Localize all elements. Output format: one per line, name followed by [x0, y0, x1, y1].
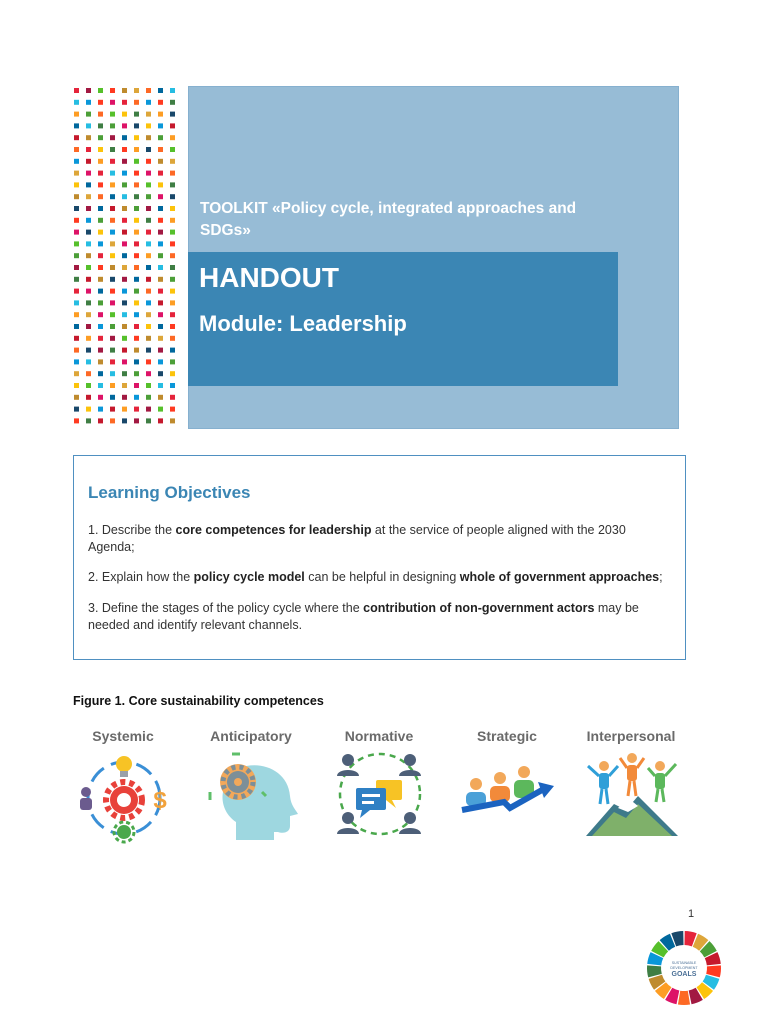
mosaic-square: [110, 253, 115, 258]
mosaic-square: [158, 289, 163, 294]
mosaic-square: [146, 147, 151, 152]
mosaic-square: [98, 289, 103, 294]
toolkit-title: TOOLKIT «Policy cycle, integrated approaches and SDGs»: [200, 200, 577, 239]
mosaic-square: [122, 395, 127, 400]
mosaic-square: [134, 112, 139, 117]
mosaic-square: [170, 418, 175, 423]
mosaic-square: [110, 230, 115, 235]
mosaic-square: [98, 371, 103, 376]
mosaic-square: [74, 171, 79, 176]
mosaic-square: [110, 371, 115, 376]
mosaic-square: [122, 171, 127, 176]
mosaic-square: [134, 371, 139, 376]
mosaic-square: [98, 383, 103, 388]
mosaic-square: [170, 359, 175, 364]
objective-text-segment: contribution of non-government actors: [363, 601, 595, 615]
objective-2: [88, 569, 668, 586]
mosaic-square: [158, 359, 163, 364]
mosaic-square: [74, 206, 79, 211]
mosaic-square: [98, 300, 103, 305]
mosaic-square: [134, 206, 139, 211]
mosaic-square: [110, 182, 115, 187]
mosaic-square: [98, 171, 103, 176]
mosaic-square: [122, 300, 127, 305]
mosaic-square: [134, 100, 139, 105]
mosaic-square: [86, 277, 91, 282]
mosaic-square: [134, 265, 139, 270]
mosaic-square: [74, 277, 79, 282]
figure-caption: Figure 1. Core sustainability competences: [73, 694, 324, 708]
mosaic-square: [158, 418, 163, 423]
mosaic-square: [170, 88, 175, 93]
mosaic-square: [110, 171, 115, 176]
mosaic-square: [86, 241, 91, 246]
mosaic-square: [98, 407, 103, 412]
mosaic-square: [86, 265, 91, 270]
mosaic-square: [134, 194, 139, 199]
objective-text-segment: whole of government approaches: [459, 570, 660, 584]
mosaic-square: [134, 324, 139, 329]
mosaic-square: [170, 383, 175, 388]
mosaic-square: [86, 312, 91, 317]
mosaic-square: [158, 348, 163, 353]
mosaic-square: [146, 241, 151, 246]
mosaic-square: [122, 418, 127, 423]
mosaic-square: [98, 182, 103, 187]
mosaic-square: [134, 241, 139, 246]
mosaic-square: [146, 300, 151, 305]
competence-label-anticipatory: Anticipatory: [210, 728, 292, 744]
mosaic-square: [110, 383, 115, 388]
mosaic-square: [158, 336, 163, 341]
mosaic-square: [170, 336, 175, 341]
mosaic-square: [158, 194, 163, 199]
mosaic-square: [86, 159, 91, 164]
mosaic-square: [86, 147, 91, 152]
mosaic-square: [158, 135, 163, 140]
mosaic-square: [86, 371, 91, 376]
mosaic-square: [110, 300, 115, 305]
mosaic-square: [146, 135, 151, 140]
objective-text-segment: may be needed and identify relevant channels.: [88, 601, 639, 632]
mosaic-square: [74, 407, 79, 412]
mosaic-square: [146, 123, 151, 128]
mosaic-square: [134, 407, 139, 412]
mosaic-square: [146, 218, 151, 223]
mosaic-square: [98, 395, 103, 400]
mosaic-square: [122, 253, 127, 258]
mosaic-square: [110, 359, 115, 364]
mosaic-square: [122, 100, 127, 105]
mosaic-square: [74, 300, 79, 305]
mosaic-square: [110, 348, 115, 353]
objective-text-segment: 1. Describe the: [88, 523, 176, 537]
mosaic-square: [158, 383, 163, 388]
mosaic-square: [86, 218, 91, 223]
mosaic-square: [86, 100, 91, 105]
mosaic-square: [158, 300, 163, 305]
mosaic-square: [98, 418, 103, 423]
mosaic-square: [110, 241, 115, 246]
mosaic-square: [170, 171, 175, 176]
mosaic-square: [98, 241, 103, 246]
mosaic-square: [86, 418, 91, 423]
mosaic-square: [98, 147, 103, 152]
mosaic-square: [98, 336, 103, 341]
mosaic-square: [170, 182, 175, 187]
mosaic-square: [110, 112, 115, 117]
competence-label-strategic: Strategic: [477, 728, 537, 744]
mosaic-square: [98, 206, 103, 211]
mosaic-square: [134, 230, 139, 235]
mosaic-square: [122, 371, 127, 376]
mosaic-square: [110, 324, 115, 329]
learning-objectives-heading: Learning Objectives: [88, 483, 251, 502]
mosaic-square: [74, 230, 79, 235]
mosaic-square: [170, 371, 175, 376]
mosaic-square: [170, 241, 175, 246]
systemic-icon: [76, 752, 172, 844]
mosaic-square: [86, 182, 91, 187]
mosaic-square: [98, 194, 103, 199]
mosaic-square: [146, 312, 151, 317]
mosaic-square: [158, 218, 163, 223]
mosaic-square: [110, 312, 115, 317]
mosaic-square: [122, 324, 127, 329]
mosaic-square: [134, 395, 139, 400]
objective-text-segment: at the service of people aligned with the 2030 Agenda;: [88, 523, 626, 554]
objective-3: [88, 600, 668, 634]
mosaic-square: [110, 407, 115, 412]
mosaic-square: [134, 277, 139, 282]
mosaic-square: [98, 265, 103, 270]
mosaic-square: [110, 277, 115, 282]
mosaic-square: [170, 289, 175, 294]
mosaic-square: [122, 289, 127, 294]
mosaic-square: [134, 312, 139, 317]
mosaic-square: [170, 218, 175, 223]
mosaic-square: [146, 277, 151, 282]
mosaic-square: [110, 123, 115, 128]
mosaic-square: [158, 123, 163, 128]
mosaic-square: [158, 100, 163, 105]
mosaic-square: [74, 289, 79, 294]
mosaic-square: [134, 171, 139, 176]
mosaic-square: [122, 159, 127, 164]
objective-text-segment: core competences for leadership: [175, 523, 372, 537]
sdg-color-mosaic: [74, 88, 180, 430]
mosaic-square: [122, 123, 127, 128]
mosaic-square: [170, 324, 175, 329]
mosaic-square: [98, 112, 103, 117]
mosaic-square: [74, 159, 79, 164]
mosaic-square: [86, 194, 91, 199]
mosaic-square: [122, 265, 127, 270]
mosaic-square: [122, 348, 127, 353]
mosaic-square: [170, 265, 175, 270]
mosaic-square: [86, 253, 91, 258]
mosaic-square: [170, 159, 175, 164]
mosaic-square: [122, 277, 127, 282]
mosaic-square: [158, 206, 163, 211]
mosaic-square: [86, 230, 91, 235]
mosaic-square: [122, 407, 127, 412]
mosaic-square: [86, 348, 91, 353]
mosaic-square: [170, 395, 175, 400]
mosaic-square: [170, 194, 175, 199]
mosaic-square: [146, 194, 151, 199]
mosaic-square: [74, 182, 79, 187]
mosaic-square: [146, 230, 151, 235]
mosaic-square: [170, 123, 175, 128]
competence-label-normative: Normative: [344, 728, 414, 744]
mosaic-square: [146, 395, 151, 400]
mosaic-square: [134, 336, 139, 341]
mosaic-square: [170, 300, 175, 305]
mosaic-square: [86, 135, 91, 140]
mosaic-square: [134, 418, 139, 423]
sdg-wheel-logo: [646, 930, 722, 1006]
mosaic-square: [110, 88, 115, 93]
interpersonal-icon: [584, 752, 680, 838]
module-title: Module: Leadership: [199, 311, 407, 336]
mosaic-square: [98, 324, 103, 329]
mosaic-square: [110, 336, 115, 341]
mosaic-square: [86, 171, 91, 176]
mosaic-square: [146, 182, 151, 187]
mosaic-square: [74, 112, 79, 117]
mosaic-square: [74, 336, 79, 341]
mosaic-square: [98, 348, 103, 353]
mosaic-square: [158, 312, 163, 317]
objective-text-segment: 3. Define the stages of the policy cycle where the: [88, 601, 364, 615]
mosaic-square: [110, 289, 115, 294]
mosaic-square: [134, 218, 139, 223]
mosaic-square: [122, 206, 127, 211]
mosaic-square: [74, 371, 79, 376]
mosaic-square: [158, 395, 163, 400]
mosaic-square: [98, 312, 103, 317]
mosaic-square: [158, 277, 163, 282]
mosaic-square: [74, 241, 79, 246]
mosaic-square: [98, 218, 103, 223]
mosaic-square: [146, 265, 151, 270]
mosaic-square: [170, 135, 175, 140]
mosaic-square: [122, 135, 127, 140]
mosaic-square: [146, 171, 151, 176]
mosaic-square: [134, 147, 139, 152]
mosaic-square: [110, 418, 115, 423]
mosaic-square: [98, 230, 103, 235]
mosaic-square: [170, 407, 175, 412]
mosaic-square: [170, 312, 175, 317]
mosaic-square: [110, 395, 115, 400]
objective-text-segment: 2. Explain how the: [88, 570, 194, 584]
mosaic-square: [158, 147, 163, 152]
mosaic-square: [170, 112, 175, 117]
mosaic-square: [158, 159, 163, 164]
mosaic-square: [122, 88, 127, 93]
mosaic-square: [122, 230, 127, 235]
mosaic-square: [122, 241, 127, 246]
mosaic-square: [122, 194, 127, 199]
mosaic-square: [158, 324, 163, 329]
mosaic-square: [146, 371, 151, 376]
mosaic-square: [158, 253, 163, 258]
mosaic-square: [74, 218, 79, 223]
mosaic-square: [74, 253, 79, 258]
mosaic-square: [134, 135, 139, 140]
mosaic-square: [110, 147, 115, 152]
mosaic-square: [86, 289, 91, 294]
mosaic-square: [146, 100, 151, 105]
mosaic-square: [74, 135, 79, 140]
mosaic-square: [134, 253, 139, 258]
mosaic-square: [158, 371, 163, 376]
mosaic-square: [74, 147, 79, 152]
mosaic-square: [146, 112, 151, 117]
mosaic-square: [146, 348, 151, 353]
objective-text-segment: ;: [659, 570, 663, 584]
mosaic-square: [86, 206, 91, 211]
logo-line-3: GOALS: [671, 971, 697, 978]
mosaic-square: [74, 359, 79, 364]
mosaic-square: [74, 88, 79, 93]
mosaic-square: [110, 194, 115, 199]
competence-label-interpersonal: Interpersonal: [586, 728, 676, 744]
mosaic-square: [110, 218, 115, 223]
mosaic-square: [170, 147, 175, 152]
mosaic-square: [158, 407, 163, 412]
mosaic-square: [122, 359, 127, 364]
mosaic-square: [110, 159, 115, 164]
mosaic-square: [74, 383, 79, 388]
mosaic-square: [74, 395, 79, 400]
mosaic-square: [98, 359, 103, 364]
mosaic-square: [110, 265, 115, 270]
mosaic-square: [134, 359, 139, 364]
mosaic-square: [146, 383, 151, 388]
mosaic-square: [98, 123, 103, 128]
handout-title: HANDOUT: [199, 262, 339, 293]
mosaic-square: [122, 112, 127, 117]
mosaic-square: [74, 312, 79, 317]
mosaic-square: [158, 112, 163, 117]
mosaic-square: [158, 182, 163, 187]
mosaic-square: [98, 135, 103, 140]
mosaic-square: [122, 182, 127, 187]
mosaic-square: [122, 147, 127, 152]
mosaic-square: [86, 407, 91, 412]
objective-text-segment: policy cycle model: [193, 570, 305, 584]
mosaic-square: [98, 88, 103, 93]
mosaic-square: [170, 100, 175, 105]
mosaic-square: [122, 218, 127, 223]
mosaic-square: [146, 418, 151, 423]
mosaic-square: [86, 395, 91, 400]
mosaic-square: [122, 312, 127, 317]
mosaic-square: [98, 159, 103, 164]
mosaic-square: [170, 253, 175, 258]
mosaic-square: [146, 359, 151, 364]
mosaic-square: [134, 88, 139, 93]
mosaic-square: [86, 383, 91, 388]
mosaic-square: [158, 230, 163, 235]
objective-text-segment: can be helpful in designing: [304, 570, 460, 584]
mosaic-square: [122, 383, 127, 388]
mosaic-square: [110, 135, 115, 140]
mosaic-square: [170, 348, 175, 353]
mosaic-square: [170, 206, 175, 211]
mosaic-square: [170, 277, 175, 282]
mosaic-square: [134, 300, 139, 305]
mosaic-square: [134, 123, 139, 128]
mosaic-square: [98, 253, 103, 258]
mosaic-square: [86, 112, 91, 117]
mosaic-square: [146, 407, 151, 412]
mosaic-square: [74, 194, 79, 199]
mosaic-square: [146, 289, 151, 294]
mosaic-square: [86, 300, 91, 305]
mosaic-square: [98, 277, 103, 282]
mosaic-square: [158, 88, 163, 93]
mosaic-square: [86, 324, 91, 329]
mosaic-square: [134, 348, 139, 353]
mosaic-square: [170, 230, 175, 235]
mosaic-square: [158, 171, 163, 176]
competence-label-systemic: Systemic: [92, 728, 154, 744]
mosaic-square: [146, 206, 151, 211]
logo-line-2: DEVELOPMENT: [670, 966, 698, 970]
normative-icon: [334, 752, 426, 838]
mosaic-square: [146, 159, 151, 164]
mosaic-square: [146, 253, 151, 258]
mosaic-square: [86, 336, 91, 341]
mosaic-square: [86, 359, 91, 364]
logo-line-1: SUSTAINABLE: [671, 961, 697, 965]
mosaic-square: [146, 324, 151, 329]
mosaic-square: [158, 265, 163, 270]
mosaic-square: [74, 100, 79, 105]
mosaic-square: [134, 289, 139, 294]
mosaic-square: [134, 182, 139, 187]
mosaic-square: [86, 123, 91, 128]
mosaic-square: [146, 336, 151, 341]
svg-text:$: $: [153, 787, 167, 814]
mosaic-square: [158, 241, 163, 246]
mosaic-square: [74, 324, 79, 329]
objective-1: [88, 522, 668, 556]
mosaic-square: [74, 123, 79, 128]
wheel-segment: [678, 991, 690, 1005]
mosaic-square: [74, 348, 79, 353]
strategic-icon: [460, 752, 556, 822]
mosaic-square: [134, 159, 139, 164]
mosaic-square: [110, 100, 115, 105]
mosaic-square: [146, 88, 151, 93]
mosaic-square: [98, 100, 103, 105]
page-number: 1: [688, 908, 695, 920]
mosaic-square: [74, 265, 79, 270]
mosaic-square: [110, 206, 115, 211]
mosaic-square: [134, 383, 139, 388]
anticipatory-icon: [206, 752, 302, 840]
mosaic-square: [86, 88, 91, 93]
mosaic-square: [122, 336, 127, 341]
mosaic-square: [74, 418, 79, 423]
